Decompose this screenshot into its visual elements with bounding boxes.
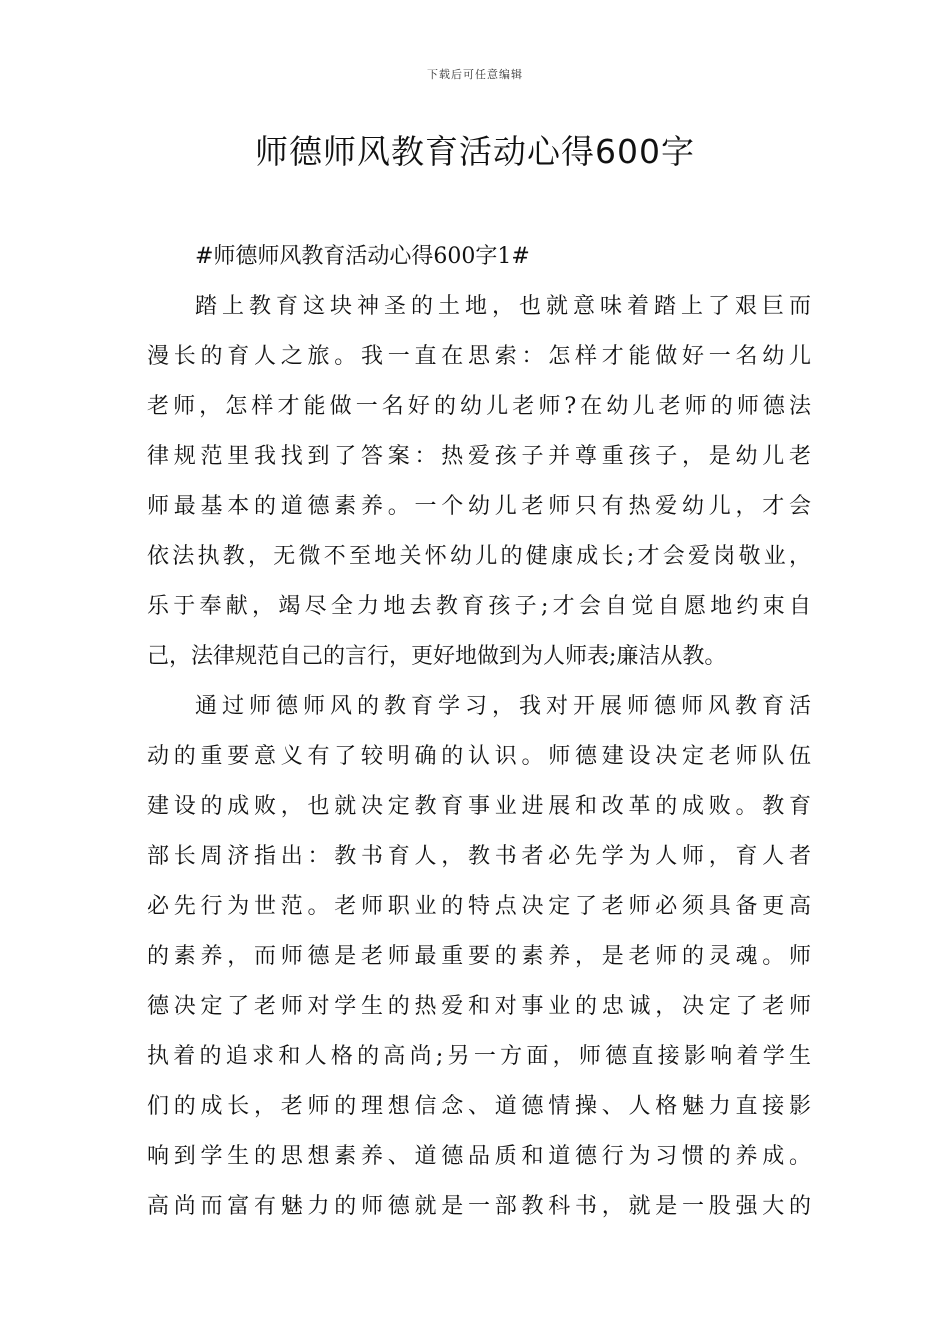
- paragraph-1: [147, 282, 811, 682]
- header-note: 下载后可任意编辑: [427, 68, 523, 81]
- paragraph-line: 部长周济指出：教书育人，教书者必先学为人师，育人者: [147, 844, 811, 869]
- paragraph-line: 依法执教，无微不至地关怀幼儿的健康成长;才会爱岗敬业，: [147, 544, 811, 569]
- paragraph-line: 乐于奉献，竭尽全力地去教育孩子;才会自觉自愿地约束自: [147, 594, 811, 619]
- document-title: 师德师风教育活动心得600字: [255, 132, 695, 171]
- document-body: [147, 232, 811, 1232]
- paragraph-line: 响到学生的思想素养、道德品质和道德行为习惯的养成。: [147, 1144, 811, 1169]
- paragraph-line: 踏上教育这块神圣的土地，也就意味着踏上了艰巨而: [195, 294, 811, 319]
- paragraph-line: 们的成长，老师的理想信念、道德情操、人格魅力直接影: [147, 1094, 811, 1119]
- section-heading: #师德师风教育活动心得600字1#: [195, 244, 530, 269]
- paragraph-line: 必先行为世范。老师职业的特点决定了老师必须具备更高: [147, 894, 811, 919]
- paragraph-line: 执着的追求和人格的高尚;另一方面，师德直接影响着学生: [147, 1044, 811, 1069]
- paragraph-line: 己，法律规范自己的言行，更好地做到为人师表;廉洁从教。: [147, 644, 727, 669]
- paragraph-line: 建设的成败，也就决定教育事业进展和改革的成败。教育: [147, 794, 811, 819]
- paragraph-line: 漫长的育人之旅。我一直在思索：怎样才能做好一名幼儿: [147, 344, 811, 369]
- paragraph-line: 老师，怎样才能做一名好的幼儿老师?在幼儿老师的师德法: [147, 394, 811, 419]
- paragraph-line: 德决定了老师对学生的热爱和对事业的忠诚，决定了老师: [147, 994, 811, 1019]
- paragraph-2: [147, 682, 811, 1232]
- paragraph-line: 高尚而富有魅力的师德就是一部教科书，就是一股强大的: [147, 1194, 811, 1219]
- paragraph-line: 师最基本的道德素养。一个幼儿老师只有热爱幼儿，才会: [147, 494, 811, 519]
- paragraph-line: 动的重要意义有了较明确的认识。师德建设决定老师队伍: [147, 744, 811, 769]
- paragraph-line: 的素养，而师德是老师最重要的素养，是老师的灵魂。师: [147, 944, 811, 969]
- paragraph-line: 通过师德师风的教育学习，我对开展师德师风教育活: [195, 694, 811, 719]
- paragraph-line: 律规范里我找到了答案：热爱孩子并尊重孩子，是幼儿老: [147, 444, 811, 469]
